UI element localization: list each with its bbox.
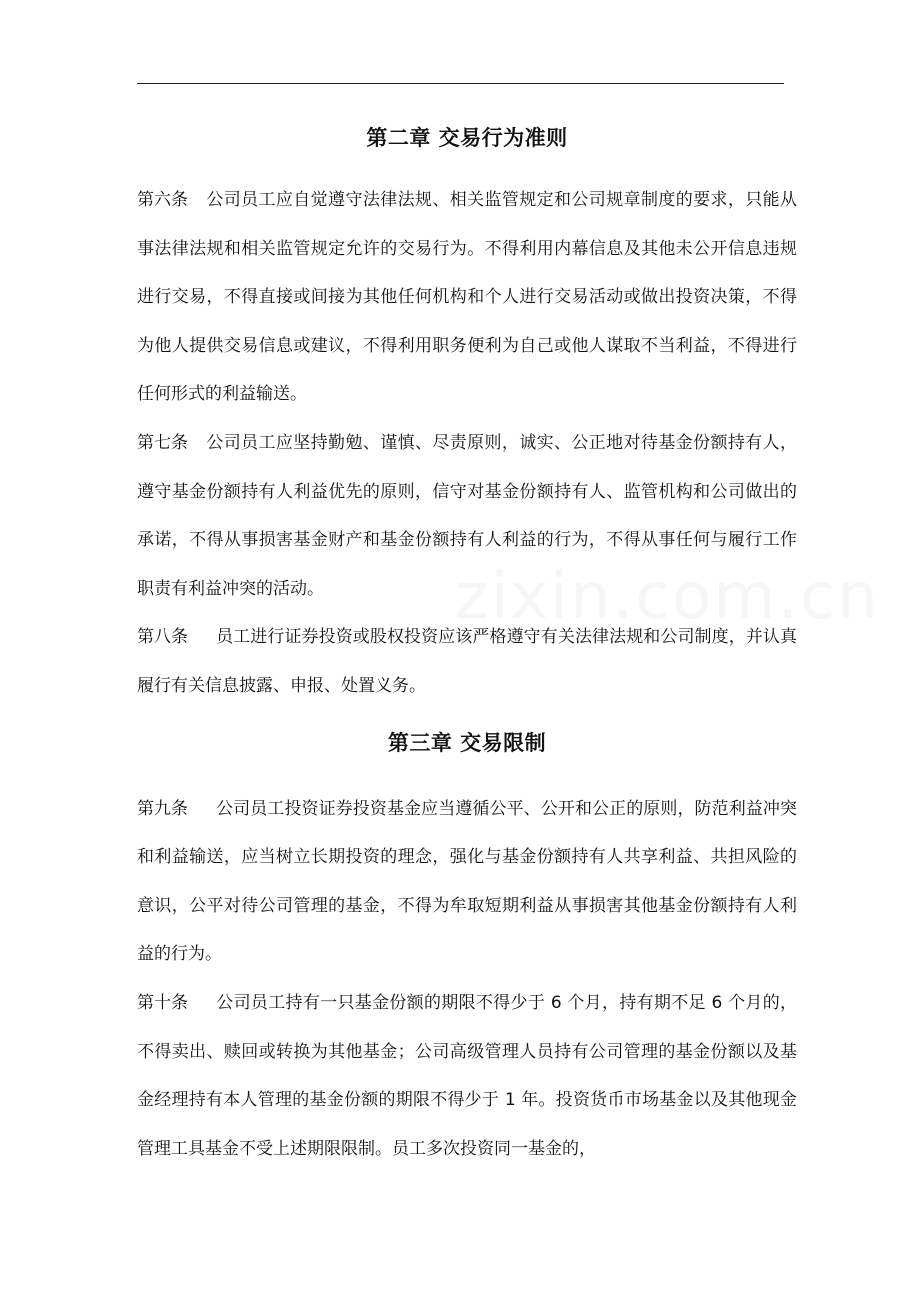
chapter-3-title: 第三章 交易限制 (387, 730, 547, 755)
article-7-text: 公司员工应坚持勤勉、谨慎、尽责原则，诚实、公正地对待基金份额持有人，遵守基金份额持有人利益优先的原则，信守对基金份额持有人、监管机构和公司做出的承诺，不得从事损害基金财产和基金份额持有人利益的行为，不得从事任何与履行工作职责有利益冲突的活动。 (137, 432, 797, 599)
document-page (137, 112, 797, 1173)
article-8-text: 员工进行证券投资或股权投资应该严格遵守有关法律法规和公司制度，并认真履行有关信息披露、申报、处置义务。 (137, 627, 797, 696)
chapter-2-title: 第二章 交易行为准则 (366, 126, 568, 150)
article-8 (137, 613, 797, 710)
article-7-number: 第七条 (137, 432, 188, 453)
article-6-number: 第六条 (137, 190, 188, 210)
article-10 (137, 979, 797, 1173)
article-10-number: 第十条 (137, 992, 188, 1013)
watermark: zixin.com.cn (455, 560, 880, 634)
article-8-number: 第八条 (137, 627, 188, 648)
article-6 (137, 176, 797, 419)
article-7 (137, 419, 797, 613)
article-6-text: 公司员工应自觉遵守法律法规、相关监管规定和公司规章制度的要求，只能从事法律法规和相关监管规定允许的交易行为。不得利用内幕信息及其他未公开信息违规进行交易，不得直接或间接为其他任何机构和个人进行交易活动或做出投资决策，不得为他人提供交易信息或建议，不得利用职务便利为自己或他人谋取不当利益，不得进行任何形式的利益输送。 (137, 190, 797, 405)
header-rule (137, 83, 784, 84)
article-10-text: 公司员工持有一只基金份额的期限不得少于 6 个月，持有期不足 6 个月的，不得卖出、赎回或转换为其他基金；公司高级管理人员持有公司管理的基金份额以及基金经理持有本人管理的基金份额的期限不得少于 1 年。投资货币市场基金以及其他现金管理工具基金不受上述期限限制。员工多次投资同一基金的， (137, 992, 797, 1159)
article-9-number: 第九条 (137, 798, 188, 819)
article-9 (137, 785, 797, 979)
article-9-text: 公司员工投资证券投资基金应当遵循公平、公开和公正的原则，防范利益冲突和利益输送，应当树立长期投资的理念，强化与基金份额持有人共享利益、共担风险的意识，公平对待公司管理的基金，不得为牟取短期利益从事损害其他基金份额持有人利益的行为。 (137, 798, 797, 965)
